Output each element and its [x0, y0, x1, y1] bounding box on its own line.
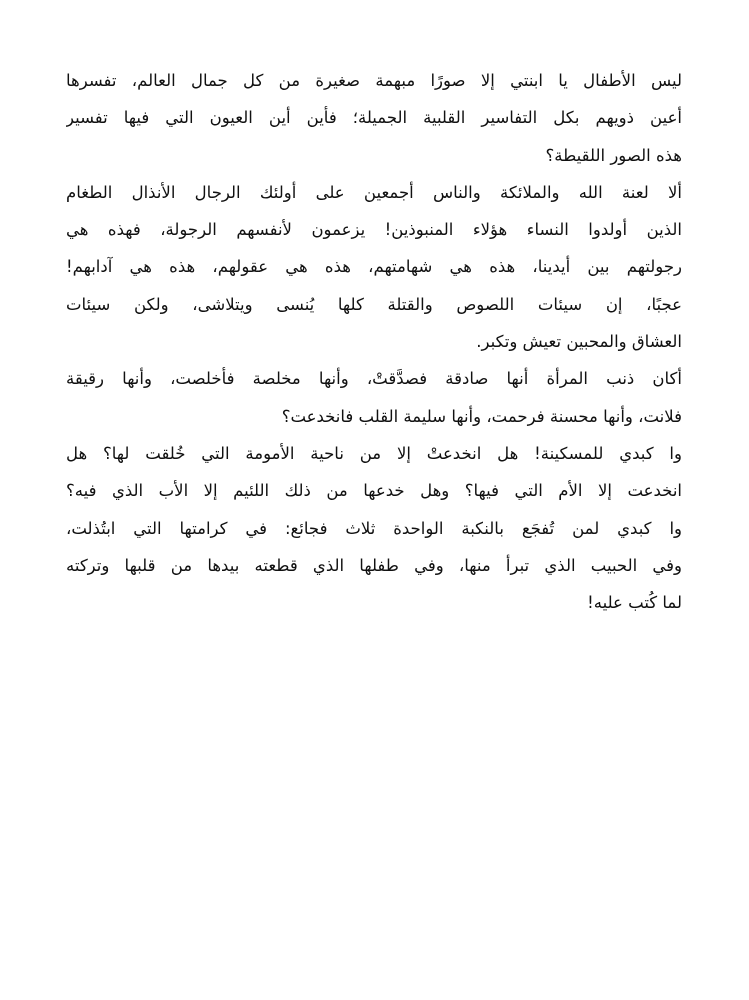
- text-line-15: لما كُتب عليه!: [587, 593, 682, 613]
- text-line-4: ألا لعنة الله والملائكة والناس أجمعين على أولئك الرجال الأنذال الطغام: [66, 182, 682, 202]
- text-line-7: عجبًا، إن سيئات اللصوص والقتلة كلها يُنسى ويتلاشى، ولكن سيئات: [66, 294, 682, 314]
- text-line-14: وفي الحبيب الذي تبرأ منها، وفي طفلها الذي قطعته بيدها من قلبها وتركته: [66, 555, 682, 575]
- text-line-12: انخدعت إلا الأم التي فيها؟ وهل خدعها من ذلك اللئيم إلا الأب الذي فيه؟: [66, 481, 682, 501]
- text-line-8: العشاق والمحبين تعيش وتكبر.: [476, 332, 682, 352]
- text-line-5: الذين أولدوا النساء هؤلاء المنبوذين! يزعمون لأنفسهم الرجولة، فهذه هي: [66, 220, 682, 240]
- text-line-1: ليس الأطفال يا ابنتي إلا صورًا مبهمة صغيرة من كل جمال العالم، تفسرها: [66, 71, 682, 90]
- text-line-13: وا كبدي لمن تُفجَع بالنكبة الواحدة ثلاث فجائع: في كرامتها التي ابتُذلت،: [66, 518, 682, 538]
- text-line-6: رجولتهم بين أيدينا، هذه هي شهامتهم، هذه هي عقولهم، هذه هي آدابهم!: [66, 257, 682, 277]
- text-line-9: أكان ذنب المرأة أنها صادقة فصدَّقتْ، وأنها مخلصة فأخلصت، وأنها رقيقة: [66, 369, 682, 389]
- body-text: [66, 62, 682, 621]
- text-line-2: أعين ذويهم بكل التفاسير القلبية الجميلة؛ فأين أين العيون التي فيها تفسير: [66, 108, 682, 128]
- text-line-11: وا كبدي للمسكينة! هل انخدعتْ إلا من ناحية الأمومة التي خُلقت لها؟ هل: [66, 443, 682, 463]
- text-line-3: هذه الصور اللقيطة؟: [545, 145, 682, 165]
- text-line-10: فلانت، وأنها محسنة فرحمت، وأنها سليمة القلب فانخدعت؟: [281, 406, 682, 426]
